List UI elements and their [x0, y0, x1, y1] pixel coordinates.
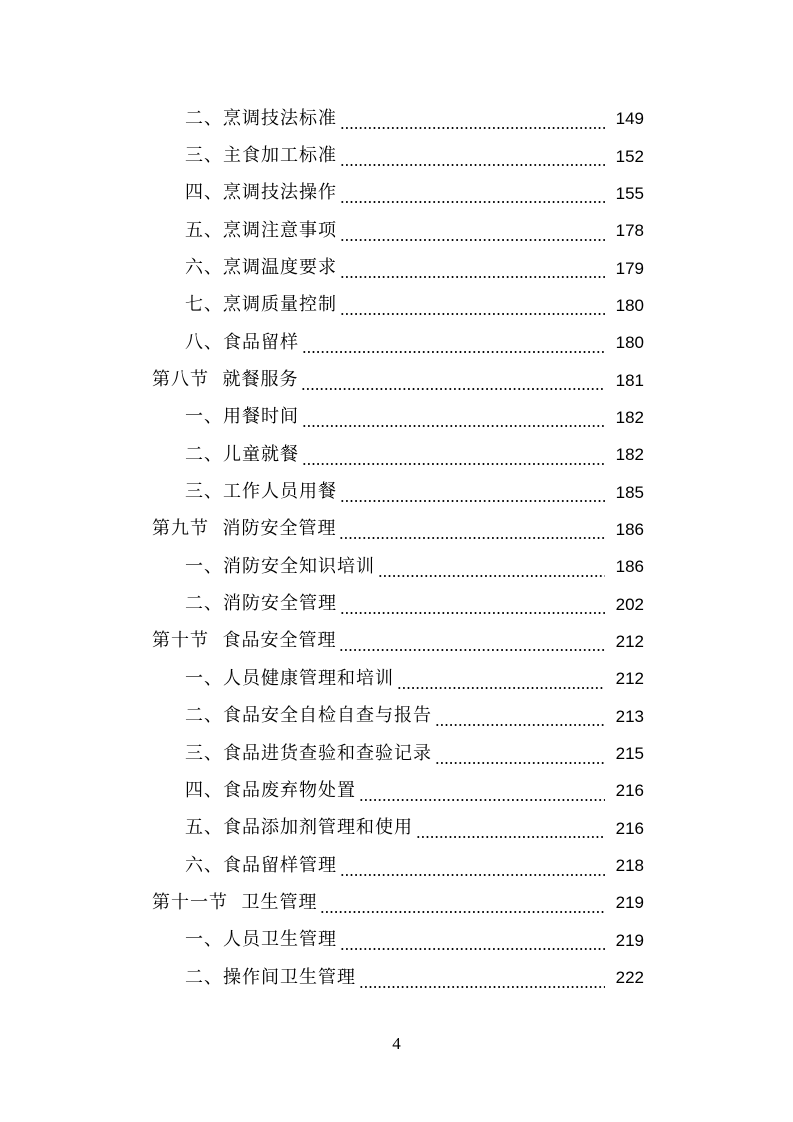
toc-entry-title: 六、烹调温度要求 — [185, 257, 337, 279]
toc-dot-leader — [340, 933, 605, 951]
toc-subsection-entry[interactable] — [0, 735, 793, 772]
toc-subsection-entry[interactable] — [0, 585, 793, 622]
toc-entry-page-number: 219 — [615, 893, 644, 913]
toc-dot-leader — [340, 149, 605, 167]
toc-entry-title: 第十节 食品安全管理 — [152, 630, 337, 652]
toc-dot-leader — [435, 709, 605, 727]
toc-dot-leader — [302, 448, 605, 466]
toc-entry-title: 第十一节 卫生管理 — [152, 891, 318, 913]
toc-entry-title: 三、工作人员用餐 — [185, 481, 337, 503]
toc-dot-leader — [302, 410, 605, 428]
toc-subsection-entry[interactable] — [0, 922, 793, 959]
toc-entry-title: 一、用餐时间 — [185, 406, 299, 428]
toc-entry-title: 二、消防安全管理 — [185, 593, 337, 615]
toc-subsection-entry[interactable] — [0, 399, 793, 436]
toc-entry-page-number: 182 — [615, 407, 644, 427]
toc-entry-title: 一、人员卫生管理 — [185, 929, 337, 951]
toc-subsection-entry[interactable] — [0, 100, 793, 137]
toc-entry-page-number: 202 — [615, 594, 644, 614]
toc-section-entry[interactable] — [0, 361, 793, 398]
toc-subsection-entry[interactable] — [0, 175, 793, 212]
toc-entry-page-number: 186 — [615, 519, 644, 539]
toc-entry-title: 三、主食加工标准 — [185, 145, 337, 167]
toc-entry-page-number: 178 — [615, 221, 644, 241]
toc-subsection-entry[interactable] — [0, 324, 793, 361]
toc-entry-title: 四、食品废弃物处置 — [185, 779, 356, 801]
toc-entry-title: 七、烹调质量控制 — [185, 294, 337, 316]
toc-dot-leader — [397, 672, 605, 690]
toc-subsection-entry[interactable] — [0, 137, 793, 174]
toc-dot-leader — [339, 522, 605, 540]
toc-dot-leader — [340, 485, 605, 503]
toc-entry-title: 第八节 就餐服务 — [152, 369, 299, 391]
toc-subsection-entry[interactable] — [0, 249, 793, 286]
toc-entry-title: 第九节 消防安全管理 — [152, 518, 337, 540]
page-number: 4 — [392, 1034, 401, 1053]
toc-subsection-entry[interactable] — [0, 212, 793, 249]
toc-entry-page-number: 212 — [615, 669, 644, 689]
toc-entry-title: 八、食品留样 — [185, 331, 299, 353]
toc-dot-leader — [301, 373, 605, 391]
toc-dot-leader — [416, 821, 605, 839]
toc-dot-leader — [340, 186, 605, 204]
toc-section-entry[interactable] — [0, 511, 793, 548]
toc-entry-title: 三、食品进货查验和查验记录 — [185, 742, 432, 764]
toc-entry-page-number: 180 — [615, 333, 644, 353]
toc-entry-title: 二、食品安全自检自查与报告 — [185, 705, 432, 727]
toc-entry-page-number: 155 — [615, 183, 644, 203]
toc-subsection-entry[interactable] — [0, 473, 793, 510]
toc-entry-page-number: 185 — [615, 482, 644, 502]
toc-dot-leader — [359, 971, 605, 989]
toc-subsection-entry[interactable] — [0, 772, 793, 809]
toc-entry-page-number: 216 — [615, 818, 644, 838]
toc-entry-page-number: 179 — [615, 258, 644, 278]
toc-dot-leader — [320, 896, 605, 914]
toc-dot-leader — [359, 784, 605, 802]
toc-dot-leader — [340, 597, 605, 615]
toc-entry-page-number: 212 — [615, 631, 644, 651]
toc-entry-page-number: 181 — [615, 370, 644, 390]
toc-section-entry[interactable] — [0, 623, 793, 660]
toc-subsection-entry[interactable] — [0, 810, 793, 847]
toc-dot-leader — [340, 298, 605, 316]
toc-entry-page-number: 222 — [615, 968, 644, 988]
toc-dot-leader — [378, 560, 605, 578]
toc-dot-leader — [340, 224, 605, 242]
table-of-contents — [0, 100, 793, 996]
toc-entry-page-number: 180 — [615, 295, 644, 315]
toc-subsection-entry[interactable] — [0, 436, 793, 473]
toc-dot-leader — [340, 859, 605, 877]
toc-entry-page-number: 213 — [615, 706, 644, 726]
toc-entry-page-number: 149 — [615, 109, 644, 129]
toc-entry-title: 二、烹调技法标准 — [185, 107, 337, 129]
toc-dot-leader — [340, 261, 605, 279]
toc-dot-leader — [302, 336, 605, 354]
toc-entry-title: 一、人员健康管理和培训 — [185, 667, 394, 689]
toc-section-entry[interactable] — [0, 884, 793, 921]
toc-subsection-entry[interactable] — [0, 959, 793, 996]
toc-dot-leader — [340, 112, 605, 130]
toc-entry-title: 六、食品留样管理 — [185, 854, 337, 876]
toc-subsection-entry[interactable] — [0, 698, 793, 735]
toc-entry-page-number: 182 — [615, 445, 644, 465]
toc-entry-title: 一、消防安全知识培训 — [185, 555, 375, 577]
toc-entry-title: 二、儿童就餐 — [185, 443, 299, 465]
toc-entry-page-number: 152 — [615, 146, 644, 166]
toc-dot-leader — [339, 634, 605, 652]
toc-subsection-entry[interactable] — [0, 287, 793, 324]
toc-entry-page-number: 186 — [615, 557, 644, 577]
toc-subsection-entry[interactable] — [0, 660, 793, 697]
toc-entry-title: 五、烹调注意事项 — [185, 219, 337, 241]
toc-entry-page-number: 216 — [615, 781, 644, 801]
toc-entry-page-number: 219 — [615, 930, 644, 950]
toc-entry-title: 二、操作间卫生管理 — [185, 966, 356, 988]
toc-entry-title: 四、烹调技法操作 — [185, 182, 337, 204]
toc-subsection-entry[interactable] — [0, 548, 793, 585]
toc-subsection-entry[interactable] — [0, 847, 793, 884]
toc-dot-leader — [435, 747, 605, 765]
toc-entry-page-number: 215 — [615, 744, 644, 764]
toc-entry-title: 五、食品添加剂管理和使用 — [185, 817, 413, 839]
toc-entry-page-number: 218 — [615, 856, 644, 876]
